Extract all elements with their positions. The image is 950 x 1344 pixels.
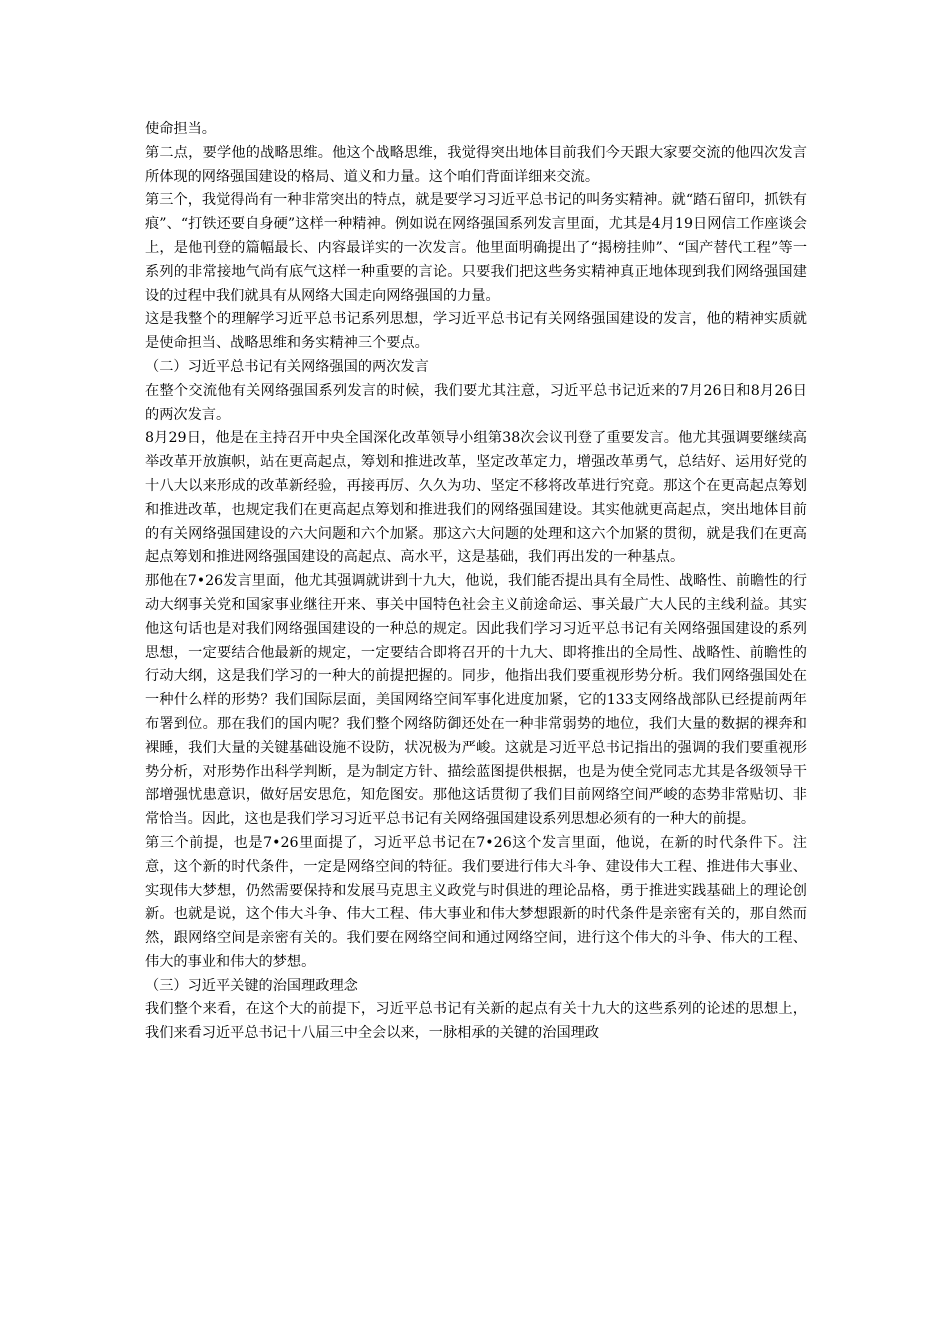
paragraph-1: 使命担当。 (145, 121, 216, 137)
paragraph-5: 在整个交流他有关网络强国系列发言的时候，我们要尤其注意，习近平总书记近来的7月26日和8月26日的两次发言。 (145, 382, 807, 423)
document-body (145, 118, 807, 1046)
section-heading-3: （三）习近平关键的治国理政理念 (145, 977, 358, 994)
section-heading-2: （二）习近平总书记有关网络强国的两次发言 (145, 358, 429, 375)
paragraph-6: 8月29日，他是在主持召开中央全国深化改革领导小组第38次会议刊登了重要发言。他尤其强调要继续高举改革开放旗帜，站在更高起点，筹划和推进改革，坚定改革定力，增强改革勇气，总结好、运用好党的十八大以来形成的改革新经验，再接再厉、久久为功、坚定不移将改革进行究竟。那这个在更高起点筹划和推进改革，也规定我们在更高起点筹划和推进我们的网络强国建设。其实他就更高起点，突出地体目前的有关网络强国建设的六大问题和六个加紧。那这六大问题的处理和这六个加紧的贯彻，就是我们在更高起点筹划和推进网络强国建设的高起点、高水平，这是基础，我们再出发的一种基点。 (145, 430, 807, 566)
paragraph-4: 这是我整个的理解学习近平总书记系列思想，学习近平总书记有关网络强国建设的发言，他的精神实质就是使命担当、战略思维和务实精神三个要点。 (145, 311, 807, 352)
paragraph-8: 第三个前提，也是7•26里面提了，习近平总书记在7•26这个发言里面，他说，在新的时代条件下。注意，这个新的时代条件，一定是网络空间的特征。我们要进行伟大斗争、建设伟大工程、推进伟大事业、实现伟大梦想，仍然需要保持和发展马克思主义政党与时俱进的理论品格，勇于推进实践基础上的理论创新。也就是说，这个伟大斗争、伟大工程、伟大事业和伟大梦想跟新的时代条件是亲密有关的，那自然而然，跟网络空间是亲密有关的。我们要在网络空间和通过网络空间，进行这个伟大的斗争、伟大的工程、伟大的事业和伟大的梦想。 (145, 834, 807, 970)
paragraph-2: 第二点，要学他的战略思维。他这个战略思维，我觉得突出地体目前我们今天跟大家要交流的他四次发言所体现的网络强国建设的格局、道义和力量。这个咱们背面详细来交流。 (145, 144, 807, 185)
paragraph-3: 第三个，我觉得尚有一种非常突出的特点，就是要学习习近平总书记的叫务实精神。就“踏石留印，抓铁有痕”、“打铁还要自身硬”这样一种精神。例如说在网络强国系列发言里面，尤其是4月19日网信工作座谈会上，是他刊登的篇幅最长、内容最详实的一次发言。他里面明确提出了“揭榜挂帅”、“国产替代工程”等一系列的非常接地气尚有底气这样一种重要的言论。只要我们把这些务实精神真正地体现到我们网络强国建设的过程中我们就具有从网络大国走向网络强国的力量。 (145, 192, 808, 304)
paragraph-7: 那他在7•26发言里面，他尤其强调就讲到十九大，他说，我们能否提出具有全局性、战略性、前瞻性的行动大纲事关党和国家事业继往开来、事关中国特色社会主义前途命运、事关最广大人民的主线利益。其实他这句话也是对我们网络强国建设的一种总的规定。因此我们学习习近平总书记有关网络强国建设的系列思想，一定要结合他最新的规定，一定要结合即将召开的十九大、即将推出的全局性、战略性、前瞻性的行动大纲，这是我们学习的一种大的前提把握的。同步，他指出我们要重视形势分析。我们网络强国处在一种什么样的形势？我们国际层面，美国网络空间军事化进度加紧，它的133支网络战部队已经提前两年布署到位。那在我们的国内呢？我们整个网络防御还处在一种非常弱势的地位，我们大量的数据的裸奔和裸睡，我们大量的关键基础设施不设防，状况极为严峻。这就是习近平总书记指出的强调的我们要重视形势分析，对形势作出科学判断，是为制定方针、描绘蓝图提供根据，也是为使全党同志尤其是各级领导干部增强忧患意识，做好居安思危，知危图安。那他这话贯彻了我们目前网络空间严峻的态势非常贴切、非常恰当。因此，这也是我们学习习近平总书记有关网络强国建设系列思想必须有的一种大的前提。 (145, 573, 807, 828)
paragraph-9: 我们整个来看，在这个大的前提下，习近平总书记有关新的起点有关十九大的这些系列的论述的思想上，我们来看习近平总书记十八届三中全会以来，一脉相承的关键的治国理政 (145, 1001, 807, 1042)
